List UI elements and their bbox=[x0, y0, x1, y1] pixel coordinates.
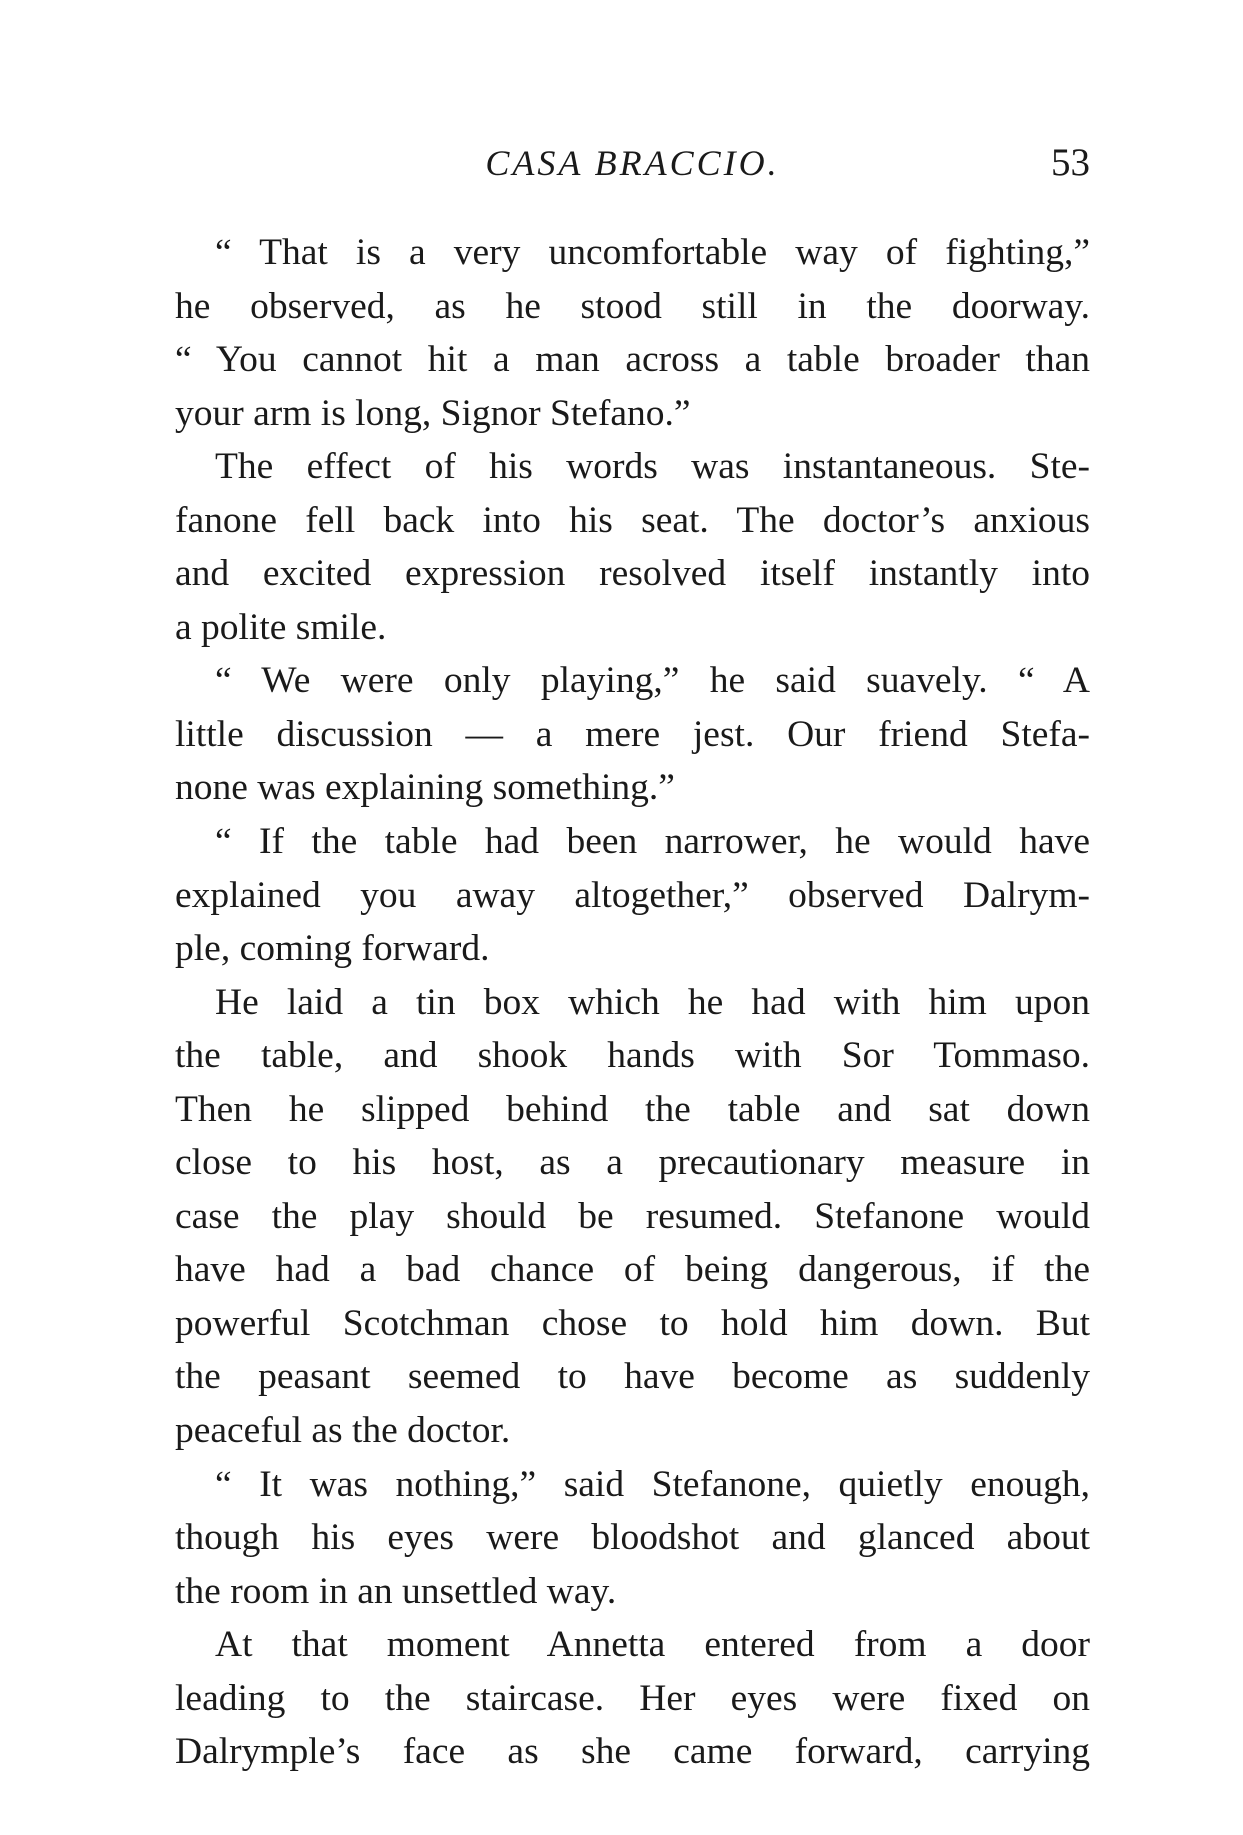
text-line: ple, coming forward. bbox=[175, 928, 490, 970]
text-line: fanone fell back into his seat. The doctor’s anxious bbox=[175, 499, 1090, 541]
text-line: powerful Scotchman chose to hold him down. But bbox=[175, 1302, 1090, 1344]
text-line: close to his host, as a precautionary measure in bbox=[175, 1142, 1090, 1184]
text-line: and excited expression resolved itself instantly into bbox=[175, 553, 1090, 595]
text-line: case the play should be resumed. Stefanone would bbox=[175, 1195, 1090, 1237]
text-line: explained you away altogether,” observed Dalrym- bbox=[175, 874, 1090, 916]
text-line: “ We were only playing,” he said suavely. “ A bbox=[215, 660, 1090, 702]
text-line: “ You cannot hit a man across a table broader than bbox=[175, 339, 1090, 381]
running-title: CASA BRACCIO. bbox=[485, 143, 780, 183]
page-number: 53 bbox=[1051, 141, 1090, 184]
text-line: have had a bad chance of being dangerous, if the bbox=[175, 1249, 1090, 1291]
text-line: your arm is long, Signor Stefano.” bbox=[175, 392, 691, 434]
text-line: the table, and shook hands with Sor Tommaso. bbox=[175, 1035, 1090, 1077]
text-line: Then he slipped behind the table and sat down bbox=[175, 1088, 1090, 1130]
text-line: “ If the table had been narrower, he would have bbox=[215, 821, 1090, 863]
text-line: He laid a tin box which he had with him upon bbox=[215, 981, 1090, 1023]
text-line: leading to the staircase. Her eyes were fixed on bbox=[175, 1677, 1090, 1719]
text-line: The effect of his words was instantaneous. Ste- bbox=[215, 446, 1090, 488]
text-line: “ That is a very uncomfortable way of fighting,” bbox=[215, 232, 1090, 273]
text-line: none was explaining something.” bbox=[175, 767, 675, 809]
running-header bbox=[175, 138, 1090, 188]
text-line: the room in an unsettled way. bbox=[175, 1570, 617, 1612]
text-line: the peasant seemed to have become as suddenly bbox=[175, 1356, 1090, 1398]
text-line: little discussion — a mere jest. Our friend Stefa- bbox=[175, 713, 1090, 755]
text-line: he observed, as he stood still in the doorway. bbox=[175, 285, 1090, 327]
text-line: Dalrymple’s face as she came forward, carrying bbox=[175, 1731, 1090, 1773]
text-line: a polite smile. bbox=[175, 606, 387, 648]
text-line: “ It was nothing,” said Stefanone, quietly enough, bbox=[215, 1463, 1090, 1505]
text-line: though his eyes were bloodshot and glanced about bbox=[175, 1517, 1090, 1559]
body-text bbox=[175, 226, 1090, 1779]
text-line: At that moment Annetta entered from a door bbox=[215, 1624, 1090, 1666]
text-line: peaceful as the doctor. bbox=[175, 1410, 511, 1452]
